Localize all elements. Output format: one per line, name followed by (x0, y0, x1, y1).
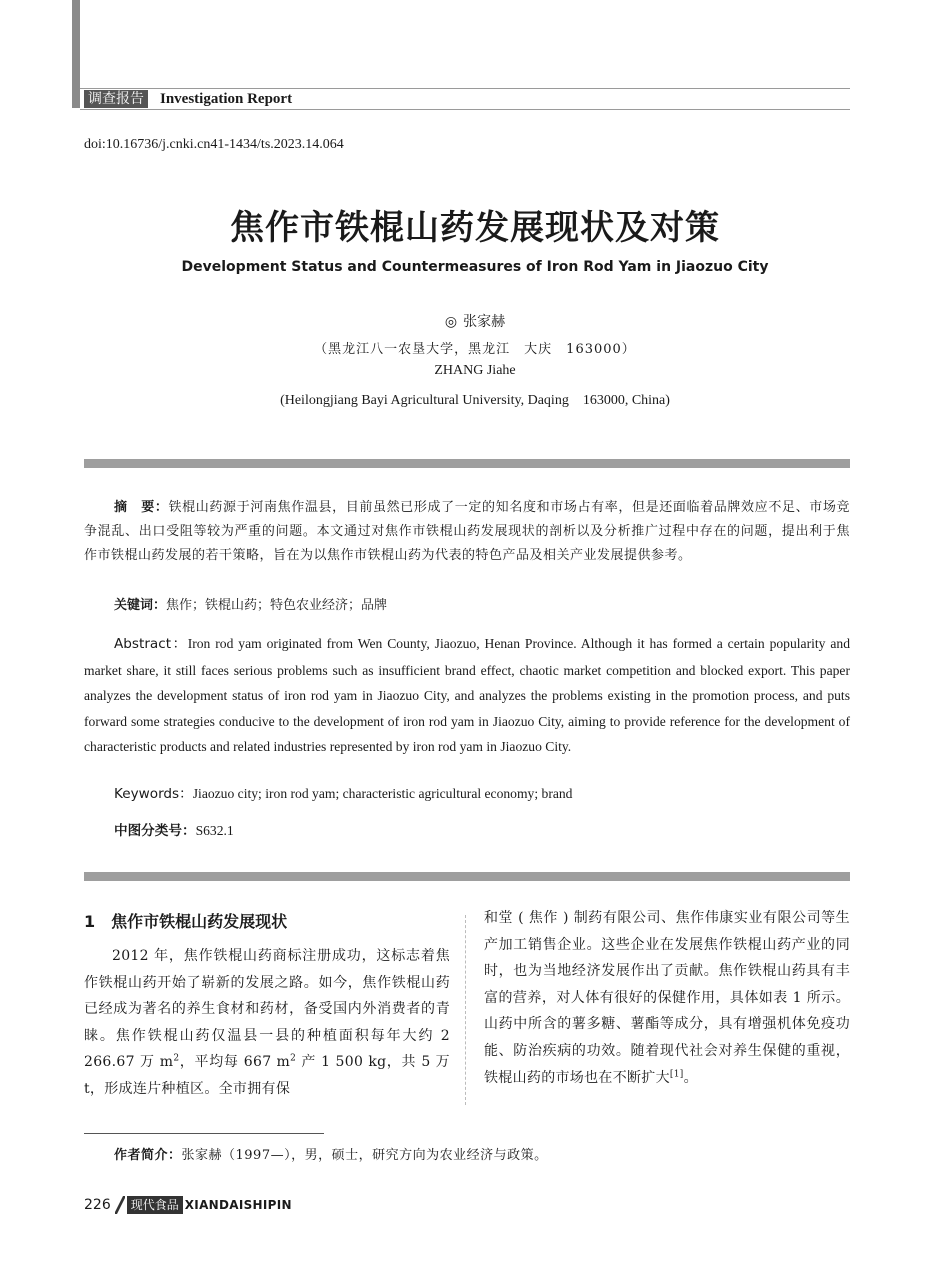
page-title-en: Development Status and Countermeasures of Iron Rod Yam in Jiaozuo City (181, 259, 769, 275)
clc-value: S632.1 (195, 823, 234, 838)
citation-ref: [1] (669, 1068, 684, 1079)
author-bio (114, 1145, 548, 1167)
section-tag-en: Investigation Report (160, 91, 293, 107)
page-title: 焦作市铁棍山药发展现状及对策 (230, 208, 720, 248)
journal-name-en: XIANDAISHIPIN (184, 1198, 292, 1212)
paragraph (484, 905, 850, 1091)
author-bio-label: 作者简介： (114, 1148, 182, 1163)
section-title: 焦作市铁棍山药发展现状 (111, 912, 288, 931)
superscript: 2 (173, 1053, 180, 1064)
page-footer (84, 1195, 292, 1215)
header-rule-bottom (80, 109, 850, 110)
body-column-left (84, 905, 450, 1103)
divider-band (84, 459, 850, 468)
author-name: 张家赫 (463, 314, 506, 330)
keywords-cn-label: 关键词： (114, 598, 167, 613)
abstract-cn-text: 铁棍山药源于河南焦作温县，目前虽然已形成了一定的知名度和市场占有率，但是还面临着品牌效应不足、市场竞争混乱、出口受阻等较为严重的问题。本文通过对焦作市铁棍山药发展现状的剖析以及分析推广过程中存在的问题，提出利于焦作市铁棍山药发展的若干策略，旨在为以焦作市铁棍山药为代表的特色产品及相关产业发展提供参考。 (84, 500, 850, 563)
abstract-cn (84, 496, 850, 568)
keywords-cn-text: 焦作；铁棍山药；特色农业经济；品牌 (166, 598, 388, 613)
author-mark: ◎ (444, 314, 458, 330)
keywords-cn (114, 595, 387, 617)
paragraph-text: 。 (683, 1069, 698, 1086)
section-heading (84, 905, 450, 939)
paragraph-text: ，平均每 667 m (179, 1054, 291, 1071)
clc-label: 中图分类号： (114, 823, 196, 839)
affiliation-en: (Heilongjiang Bayi Agricultural University, Daqing 163000, China) (280, 393, 670, 408)
column-divider (465, 915, 466, 1105)
keywords-en-label: Keywords： (114, 786, 193, 802)
abstract-en-text: Iron rod yam originated from Wen County, Jiaozuo, Henan Province. Although it has formed a certain popularity and market share, it still faces serious problems such as insufficient brand effect, chaotic market competition and blocked export. This paper analyzes the development status of iron rod yam in Jiaozuo City, and analyzes the problems existing in the promotion process, and puts forward some strategies conducive to the development of iron rod yam in Jiaozuo City, aiming to provide reference for the development of characteristic products and related industries represented by iron rod yam in Jiaozuo City. (84, 636, 850, 754)
paragraph-text: 和堂 ( 焦作 ) 制药有限公司、焦作伟康实业有限公司等生产加工销售企业。这些企业在发展焦作铁棍山药产业的同时，也为当地经济发展作出了贡献。焦作铁棍山药具有丰富的营养，对人体有很好的保健作用，具体如表 1 所示。山药中所含的薯多糖、薯酯等成分，具有增强机体免疫功能、防治疾病的功效。随着现代社会对养生保健的重视，铁棍山药的市场也在不断扩大 (484, 910, 850, 1086)
paragraph-text: 产 1 500 kg，共 5 万 t，形成连片种植区。全市拥有保 (84, 1054, 450, 1097)
section-tag: 调查报告 (84, 90, 148, 108)
page-number: 226 (84, 1197, 111, 1213)
divider-band (84, 872, 850, 881)
keywords-en-text: Jiaozuo city; iron rod yam; characteristic agricultural economy; brand (192, 786, 573, 801)
abstract-en (84, 631, 850, 760)
author-bio-text: 张家赫（1997—），男，硕士，研究方向为农业经济与政策。 (181, 1148, 548, 1163)
author-line (0, 311, 950, 331)
section-number: 1 (84, 912, 96, 931)
keywords-en (114, 783, 572, 805)
author-name-en: ZHANG Jiahe (434, 363, 516, 378)
superscript: 2 (290, 1053, 297, 1064)
journal-name-cn: 现代食品 (127, 1196, 183, 1214)
classification-number (114, 820, 234, 842)
paragraph-text: 2012 年，焦作铁棍山药商标注册成功，这标志着焦作铁棍山药开始了崭新的发展之路。如今，焦作铁棍山药已经成为著名的养生食材和药材，备受国内外消费者的青睐。焦作铁棍山药仅温县一县的种植面积每年大约 2 266.67 万 m (84, 948, 450, 1071)
footnote-rule (84, 1133, 324, 1134)
header-side-bar (72, 0, 80, 108)
affiliation-cn: （黑龙江八一农垦大学，黑龙江 大庆 163000） (314, 342, 636, 357)
paragraph (84, 943, 450, 1103)
doi: doi:10.16736/j.cnki.cn41-1434/ts.2023.14.064 (84, 137, 344, 152)
abstract-cn-label: 摘 要： (114, 500, 169, 515)
slash-icon (115, 1196, 125, 1214)
abstract-en-label: Abstract： (114, 636, 188, 652)
body-column-right (484, 905, 850, 1091)
